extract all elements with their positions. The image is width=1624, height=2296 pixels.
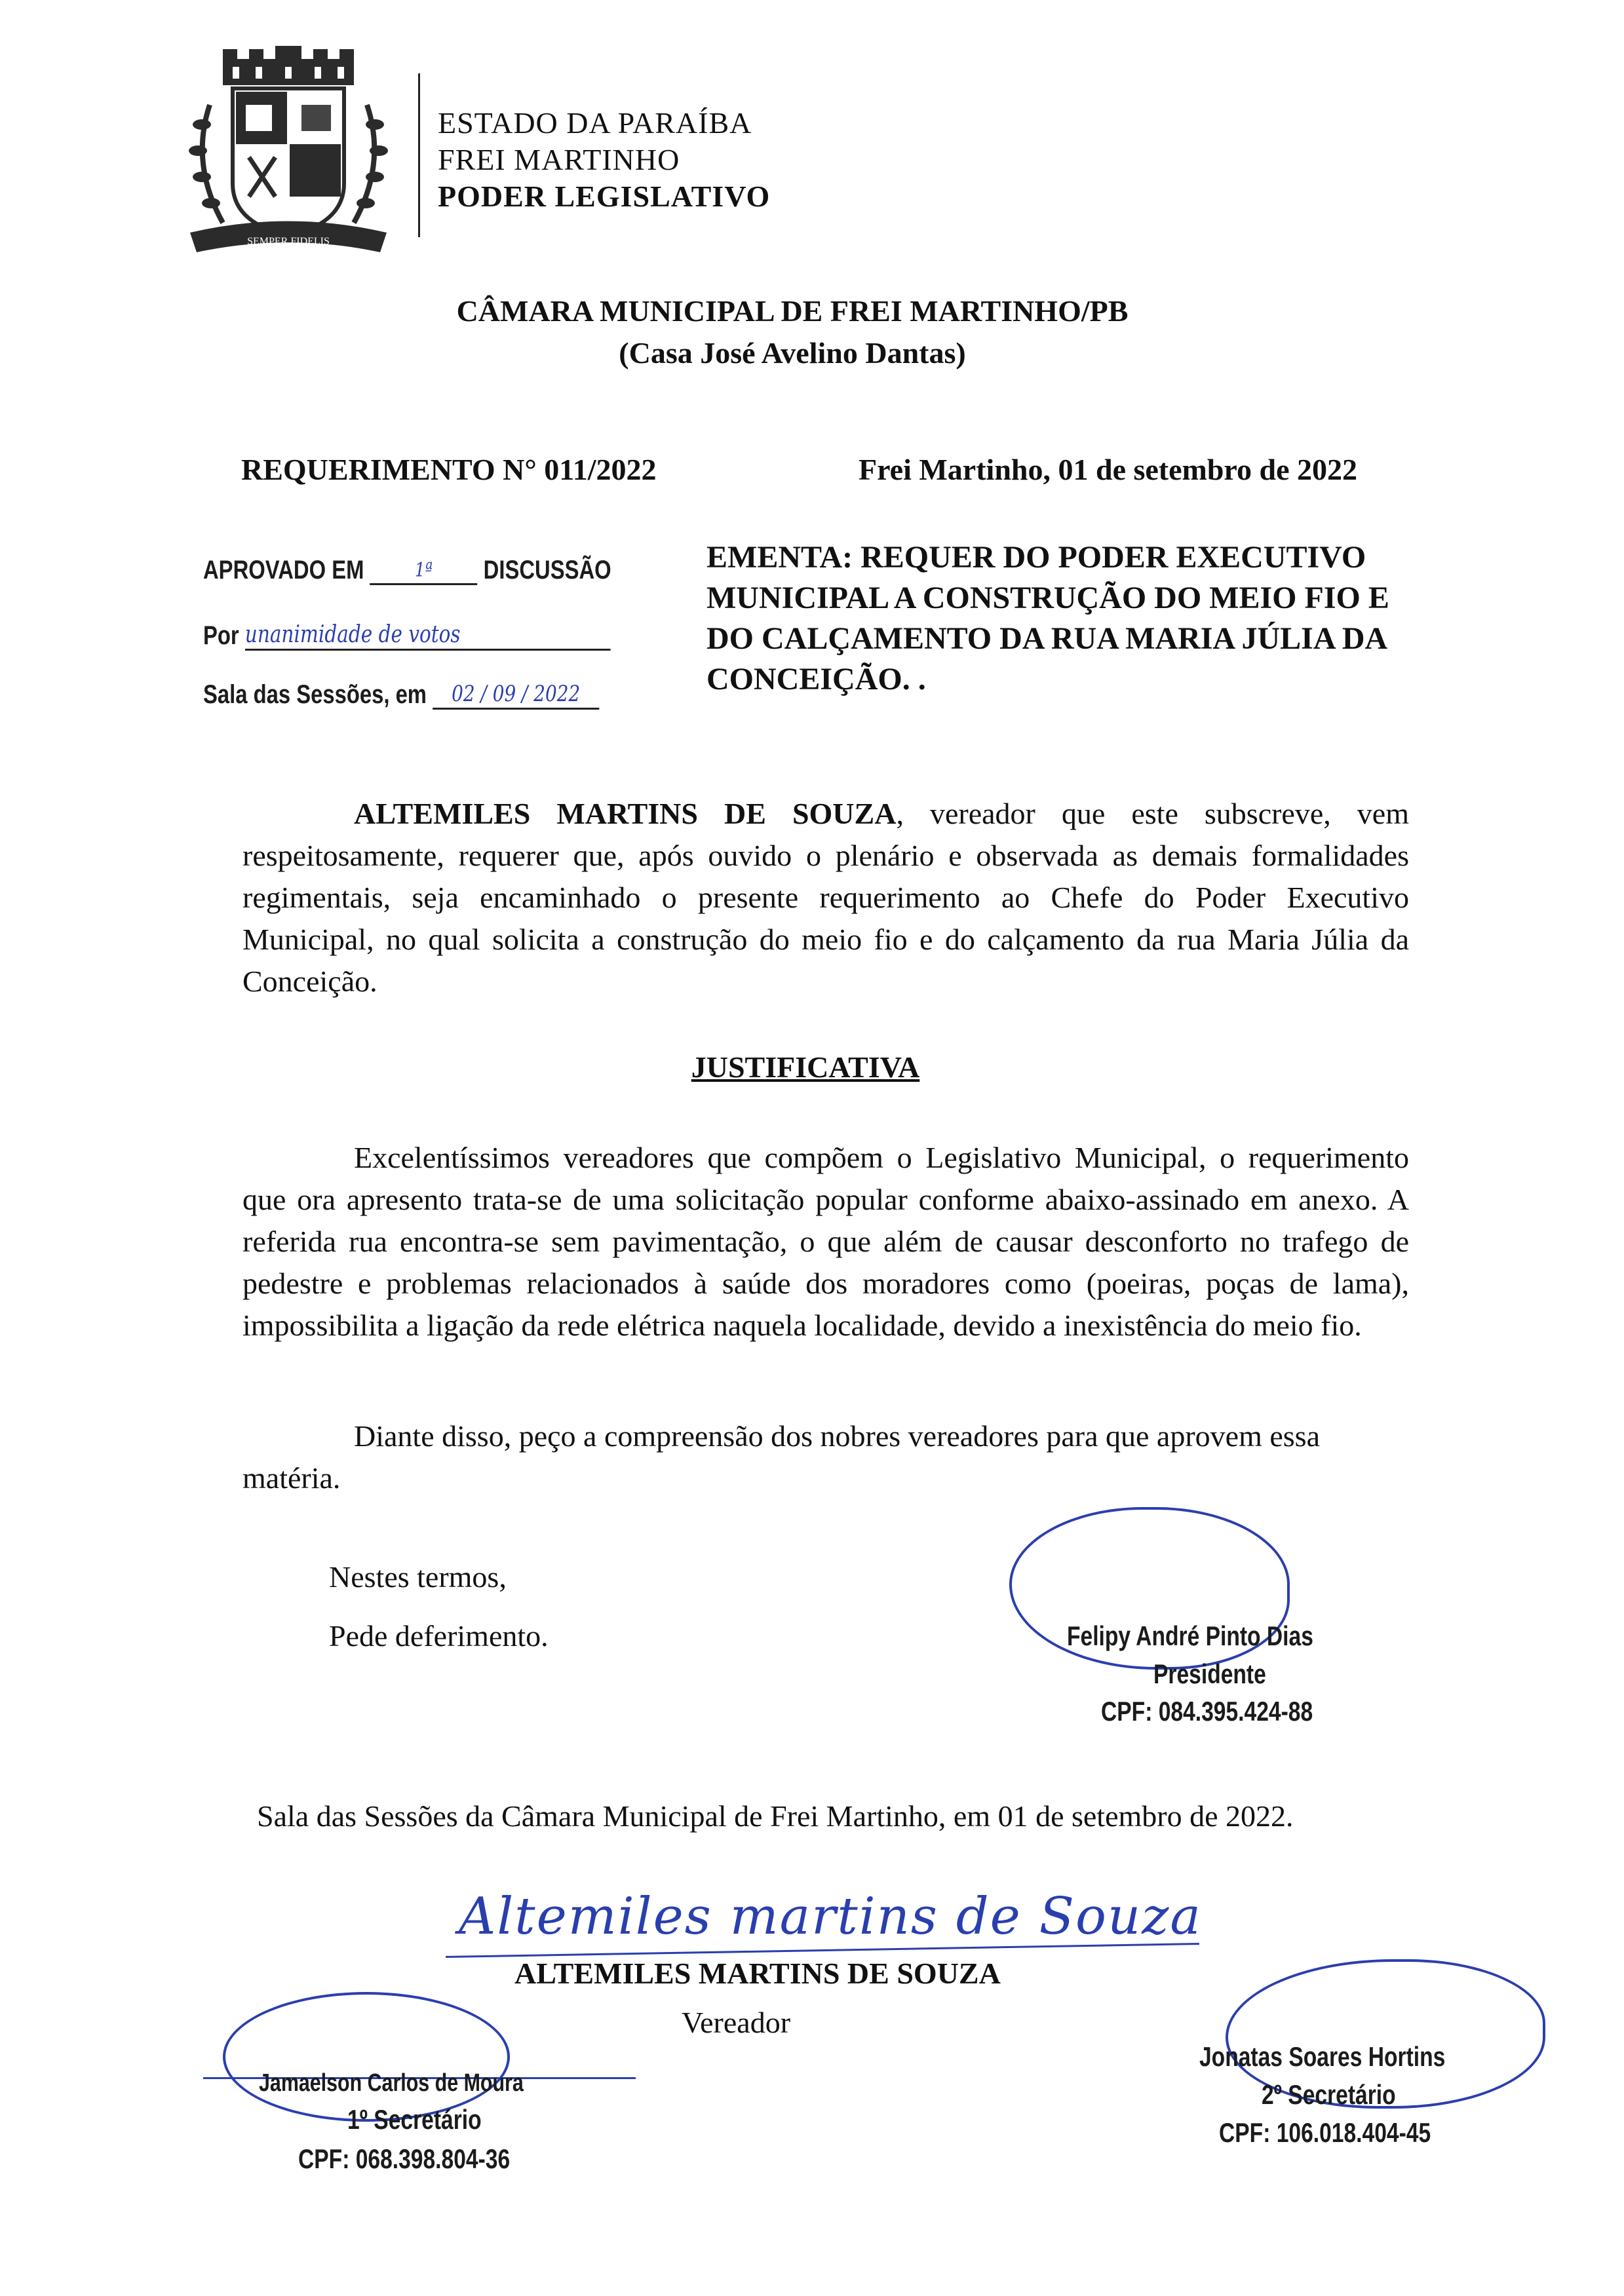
approval-session-date: 02 / 09 / 2022 bbox=[452, 681, 581, 707]
justificativa-title: JUSTIFICATIVA bbox=[691, 1050, 920, 1084]
justificativa-paragraph-2: Diante disso, peço a compreensão dos nobres vereadores para que aprovem essa matéria. bbox=[242, 1419, 1320, 1495]
house-subtitle: (Casa José Avelino Dantas) bbox=[619, 336, 966, 370]
intro-text: , vereador que este subscreve, vem respeitosamente, requerer que, após ouvido o plenário e observada as demais formalidades regimentais, seja encaminhado o presente requerimento ao Chefe do Poder Executivo Municipal, no qual solicita a construção do meio fio e do calçamento da rua Maria Júlia da Conceição. bbox=[242, 797, 1410, 998]
second-secretary-cpf: CPF: 106.018.404-45 bbox=[1219, 2117, 1431, 2148]
ementa: EMENTA: REQUER DO PODER EXECUTIVO MUNICIPAL A CONSTRUÇÃO DO MEIO FIO E DO CALÇAMENTO DA RUA MARIA JÚLIA DA CONCEIÇÃO. . bbox=[706, 540, 1389, 697]
second-secretary-role: 2º Secretário bbox=[1262, 2079, 1396, 2110]
justificativa-paragraph-1: Excelentíssimos vereadores que compõem o Legislativo Municipal, o requerimento que ora apresento trata-se de uma solicitação popular conforme abaixo-assinado em anexo. A referida rua encontra-se sem pavimentação, o que além de causar desconforto no trafego de pedestre e problemas relacionados à saúde dos moradores como (poeiras, poças de lama), impossibilita a ligação da rede elétrica naquela localidade, devido a inexistência do meio fio. bbox=[242, 1141, 1409, 1342]
header-branch: PODER LEGISLATIVO bbox=[438, 180, 771, 213]
approval-by-value: unanimidade de votos bbox=[244, 621, 461, 648]
author-signature-handwriting: Altemiles martins de Souza bbox=[459, 1887, 1202, 1946]
author-role: Vereador bbox=[682, 2006, 791, 2039]
approval-stamp-line1 bbox=[203, 554, 611, 585]
president-role: Presidente bbox=[1153, 1658, 1266, 1689]
approval-by-label: Por bbox=[203, 621, 239, 650]
approval-label: APROVADO EM bbox=[203, 556, 364, 584]
chamber-title: CÂMARA MUNICIPAL DE FREI MARTINHO/PB bbox=[456, 294, 1129, 328]
first-secretary-cpf: CPF: 068.398.804-36 bbox=[298, 2143, 511, 2174]
justificativa-heading bbox=[0, 1050, 1617, 1084]
first-secretary-role: 1º Secretário bbox=[347, 2104, 482, 2135]
approval-discussion-number: 1ª bbox=[414, 559, 433, 582]
second-secretary-name: Jonatas Soares Hortins bbox=[1199, 2041, 1446, 2072]
approval-discussion-label: DISCUSSÃO bbox=[483, 556, 611, 584]
closing-line-2: Pede deferimento. bbox=[329, 1619, 549, 1653]
requerimento-date: Frei Martinho, 01 de setembro de 2022 bbox=[859, 453, 1358, 486]
president-name: Felipy André Pinto Dias bbox=[1067, 1620, 1313, 1651]
approval-stamp-line2 bbox=[203, 619, 610, 651]
crest-motto: SEMPER FIDELIS bbox=[247, 236, 330, 247]
requerimento-number: REQUERIMENTO N° 011/2022 bbox=[241, 453, 657, 486]
author-name: ALTEMILES MARTINS DE SOUZA bbox=[354, 797, 897, 830]
intro-paragraph bbox=[242, 793, 1409, 1003]
header-divider bbox=[418, 73, 420, 237]
approval-session-label: Sala das Sessões, em bbox=[203, 680, 427, 709]
municipal-crest-logo bbox=[177, 46, 400, 262]
first-secretary-name: Jamaelson Carlos de Moura bbox=[259, 2069, 524, 2097]
header-state: ESTADO DA PARAÍBA bbox=[438, 106, 752, 140]
closing-line-1: Nestes termos, bbox=[329, 1560, 507, 1594]
header-city: FREI MARTINHO bbox=[438, 143, 680, 176]
session-line: Sala das Sessões da Câmara Municipal de Frei Martinho, em 01 de setembro de 2022. bbox=[257, 1799, 1294, 1833]
approval-stamp-line3 bbox=[203, 678, 599, 710]
president-cpf: CPF: 084.395.424-88 bbox=[1101, 1696, 1313, 1727]
author-printed-name: ALTEMILES MARTINS DE SOUZA bbox=[514, 1957, 1001, 1990]
